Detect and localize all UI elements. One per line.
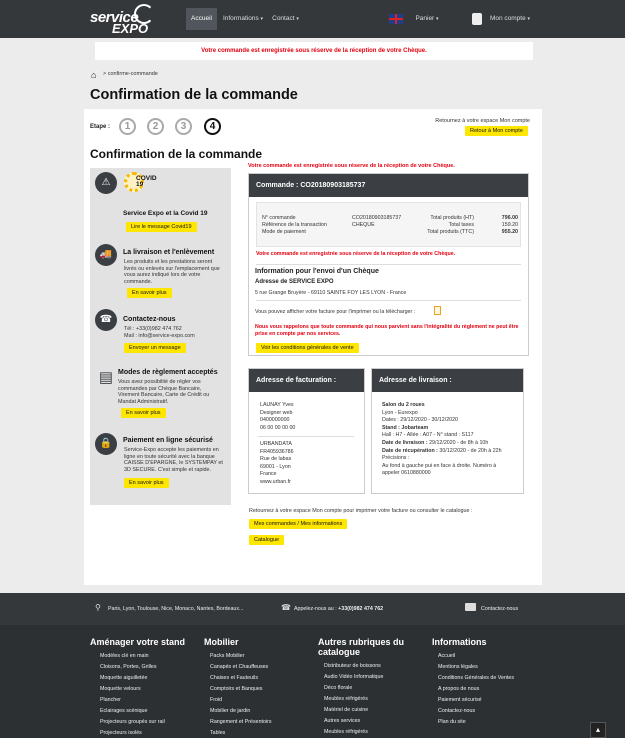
footer-link[interactable]: Contactez-nous (438, 708, 476, 714)
footer-link[interactable]: Audio Vidéo Informatique (324, 674, 384, 680)
footer-link[interactable]: Packs Mobilier (210, 653, 245, 659)
delivery-text: Les produits et les prestations seront livrés ou enlevés sur l'emplacement que vous aurez indiqué lors de votre commande. (124, 259, 220, 285)
chevron-down-icon: ▾ (296, 16, 299, 22)
footer-contact-link[interactable]: Contactez-nous (481, 606, 519, 612)
footer-link[interactable]: Canapés et Chauffeuses (210, 664, 269, 670)
footer-col-mobilier: Mobilier Packs Mobilier Canapés et Chauffeuses Chaises et Fauteuils Comptoirs et Banques Froid Mobilier de jardin Rangement et Présentoirs Tables (204, 637, 314, 738)
billing-header: Adresse de facturation : (249, 369, 364, 392)
logo-line2: EXPO (112, 21, 149, 36)
phone-icon: ☎ (281, 603, 291, 612)
footer-link[interactable]: Plan du site (438, 719, 466, 725)
chevron-down-icon: ▾ (260, 16, 264, 22)
footer-link[interactable]: Projecteurs groupés sur rail (100, 719, 165, 725)
cart-menu[interactable]: Panier ▾ (415, 15, 439, 22)
payment-more-button[interactable]: En savoir plus (121, 408, 166, 418)
footer-link[interactable]: Meubles réfrigérés (324, 696, 368, 702)
divider (258, 436, 354, 437)
contact-mail: Mail : info@service-expo.com (124, 333, 195, 339)
secure-title: Paiement en ligne sécurisé (123, 437, 213, 444)
delivery-more-button[interactable]: En savoir plus (127, 288, 172, 298)
payment-reminder: Nous vous rappelons que toute commande qui nous parvient sans l'intégralité du règlement ne peut être prise en compte par nos services. (255, 324, 519, 337)
bottom-text: Retournez à votre espace Mon compte pour imprimer votre facture ou consulter le catalogue : (249, 508, 473, 514)
order-labels: N° commande Référence de la transaction Mode de paiement (262, 215, 327, 236)
covid-badge: COVID 19 (136, 175, 157, 188)
account-menu[interactable]: Mon compte ▾ (489, 15, 531, 22)
footer-link[interactable]: Plancher (100, 697, 121, 703)
contact-tel: Tél : +33(0)982 474 762 (124, 326, 182, 332)
catalogue-button[interactable]: Catalogue (249, 535, 284, 545)
envelope-icon (465, 603, 476, 611)
footer-link[interactable]: Autres services (324, 718, 361, 724)
cheque-address: 5 rue Grange Bruyère - 69110 SAINTE FOY LES LYON - France (255, 290, 407, 296)
order-alert-banner: Votre commande est enregistrée sous réserve de la réception de votre Chèque. (95, 42, 533, 60)
footer-link[interactable]: Mentions légales (438, 664, 478, 670)
payment-methods-icon: ▤ (98, 369, 114, 386)
footer-link[interactable]: Rangement et Présentoirs (210, 719, 272, 725)
home-icon[interactable]: ⌂ (91, 70, 97, 80)
footer-link[interactable]: Mobilier de jardin (210, 708, 251, 714)
footer-link[interactable]: A propos de nous (438, 686, 480, 692)
cheque-addr-title: Adresse de SERVICE EXPO (255, 279, 334, 285)
cheque-title: Information pour l'envoi d'un Chèque (255, 268, 379, 275)
footer-link[interactable]: Meubles réfrigérés (324, 729, 368, 735)
covid-title: Service Expo et la Covid 19 (123, 210, 208, 217)
footer-link[interactable]: Distributeur de boissons (324, 663, 381, 669)
footer-link[interactable]: Comptoirs et Banques (210, 686, 263, 692)
divider (256, 300, 521, 301)
invoice-text: Vous pouvez afficher votre facture pour l'imprimer ou la télécharger : (255, 309, 416, 315)
truck-icon: 🚚 (95, 244, 117, 266)
order-alert: Votre commande est enregistrée sous réserve de la réception de votre Chèque. (256, 251, 456, 257)
divider (256, 264, 521, 265)
location-pin-icon: ⚲ (95, 603, 101, 612)
contact-title: Contactez-nous (123, 316, 176, 323)
nav-accueil[interactable]: Accueil (186, 8, 217, 30)
step-1: 1 (119, 118, 136, 135)
footer-link[interactable]: Accueil (438, 653, 456, 659)
delivery-title: La livraison et l'enlèvement (123, 249, 215, 256)
page-title: Confirmation de la commande (90, 87, 298, 103)
footer-link[interactable]: Tables (210, 730, 226, 736)
footer-link[interactable]: Conditions Générales de Ventes (438, 675, 514, 681)
billing-lines2: URBANDATA FR405936786 Rue de labas 69001 - Lyon France www.urban.fr (260, 441, 294, 485)
footer-link[interactable]: Déco florale (324, 685, 353, 691)
chevron-down-icon: ▾ (527, 16, 531, 22)
footer-link[interactable]: Froid (210, 697, 223, 703)
step-4: 4 (204, 118, 221, 135)
secure-text: Service-Expo accepte les paiements en ligne en toute sécurité avec la banque CAISSE D'EPARGNE, le SYSTEMPAY et 3D SECURE. C'est simple et rapide. (124, 447, 223, 473)
footer-link[interactable]: Chaises et Fauteuils (210, 675, 258, 681)
footer-link[interactable]: Moquette aiguilletée (100, 675, 148, 681)
logo-line1: service (90, 9, 139, 26)
order-header: Commande : CO20180903185737 (249, 174, 528, 197)
footer-link[interactable]: Paiement sécurisé (438, 697, 482, 703)
lock-icon: 🔒 (95, 433, 117, 455)
uk-flag-icon[interactable] (389, 14, 403, 24)
footer-link[interactable]: Matériel de cuisine (324, 707, 369, 713)
return-text: Retournez à votre espace Mon compte (435, 118, 530, 124)
payment-text: Vous avez possibilité de régler vos commandes par Chèque Bancaire, Virement Bancaire, Carte de Crédit ou Mandat Administratif. (118, 379, 210, 405)
footer-link[interactable]: Modèles clé en main (100, 653, 149, 659)
footer-phone: Appelez-nous au : +33(0)982 474 762 (294, 606, 384, 612)
phone-icon: ☎ (95, 309, 117, 331)
footer-link[interactable]: Projecteurs isolés (100, 730, 142, 736)
user-icon[interactable] (472, 13, 482, 25)
delivery-lines: Salon du 2 roues Lyon - Eurexpo Dates : 29/12/2020 - 30/12/2020 Stand : Jobarteam Hall : H7 - Allée : A07 - N° stand : S117 Date de livraison : 29/12/2020 - de 8h à 10h Date de récupération : 30/12/2020 - de 20h à 22h Précisions : Au fond à gauche pui en face à droite. Numéro à appeler 0610880000 (382, 402, 502, 477)
footer-link[interactable]: Eclairages scénique (100, 708, 148, 714)
pdf-file-icon[interactable] (434, 306, 441, 315)
service-expo-logo[interactable] (90, 3, 162, 35)
send-message-button[interactable]: Envoyer un message (124, 343, 186, 353)
footer-cities: Paris, Lyon, Toulouse, Nice, Monaco, Nantes, Bordeaux... (108, 606, 244, 612)
section-alert: Votre commande est enregistrée sous réserve de la réception de votre Chèque. (248, 163, 455, 169)
billing-lines1: LAUNAY Yves Designer web 0400000000 06 00 00 00 00 (260, 402, 296, 431)
return-account-button[interactable]: Retour à Mon compte (465, 126, 528, 136)
secure-more-button[interactable]: En savoir plus (124, 478, 169, 488)
footer-link[interactable]: Cloisons, Portes, Grilles (100, 664, 157, 670)
payment-title: Modes de règlement acceptés (118, 369, 218, 376)
totals-labels: Total produits (HT) Total taxes Total produits (TTC) (427, 215, 474, 236)
covid-logo (124, 172, 158, 198)
order-values: CO20180903185737 CHEQUE (352, 215, 402, 229)
step-2: 2 (147, 118, 164, 135)
nav-informations[interactable]: Informations ▾ (222, 15, 264, 22)
totals-values: 796.00 159.20 955.20 (501, 215, 518, 236)
covid-message-button[interactable]: Lire le message Covid19 (126, 222, 197, 232)
logo-ring-icon (134, 4, 154, 24)
cgv-button[interactable]: Voir les conditions générales de vente (256, 343, 359, 353)
breadcrumb: > confirme-commande (103, 71, 158, 77)
footer-link[interactable]: Moquette velours (100, 686, 141, 692)
chevron-down-icon: ▾ (436, 16, 439, 22)
scroll-top-icon[interactable]: ▴ (590, 722, 606, 738)
footer-col-autres: Autres rubriques du catalogue Distributeur de boissons Audio Vidéo Informatique Déco florale Meubles réfrigérés Matériel de cuisine Autres services Meubles réfrigérés (318, 637, 428, 738)
footer-col-stand: Aménager votre stand Modèles clé en main Cloisons, Portes, Grilles Moquette aiguilletée Moquette velours Plancher Eclairages scénique Projecteurs groupés sur rail Projecteurs isolés (90, 637, 200, 738)
warning-icon: ⚠ (95, 172, 117, 194)
footer-col-informations: Informations Accueil Mentions légales Conditions Générales de Ventes A propos de nous Paiement sécurisé Contactez-nous Plan du site (432, 637, 542, 728)
my-orders-button[interactable]: Mes commandes / Mes informations (249, 519, 347, 529)
nav-contact[interactable]: Contact ▾ (272, 15, 299, 22)
section-title: Confirmation de la commande (90, 147, 263, 161)
step-3: 3 (175, 118, 192, 135)
steps-label: Etape : (90, 124, 111, 130)
delivery-header: Adresse de livraison : (372, 369, 523, 392)
